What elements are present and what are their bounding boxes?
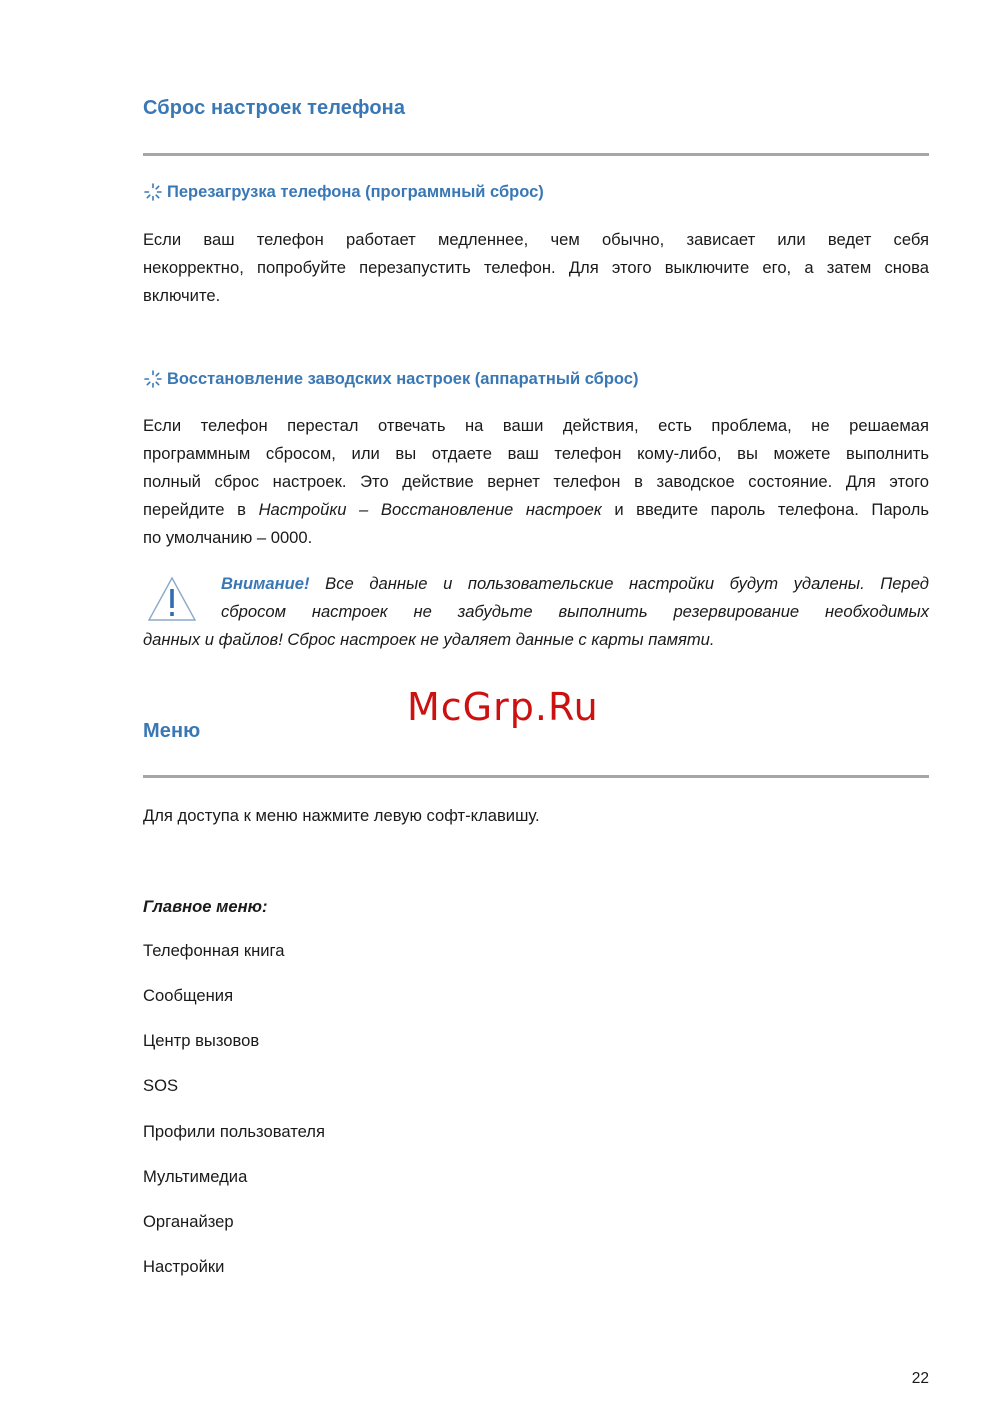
list-item: Мультимедиа [143, 1167, 248, 1186]
text-run: Все данные и пользовательские настройки будут удалены. Перед [325, 574, 929, 593]
settings-path-text: Настройки – Восстановление настроек [258, 500, 602, 519]
text-run: перейдите в [143, 500, 246, 519]
subheading-soft-reset [143, 182, 544, 202]
paragraph-line: Если телефон перестал отвечать на ваши действия, есть проблема, не решаемая [143, 416, 929, 435]
list-item: Телефонная книга [143, 941, 285, 960]
list-item: SOS [143, 1076, 179, 1095]
spinner-icon [143, 182, 163, 202]
list-item: Профили пользователя [143, 1122, 325, 1141]
subheading-label: Перезагрузка телефона (программный сброс) [167, 182, 544, 201]
paragraph-line [143, 496, 929, 524]
warning-triangle-icon [146, 575, 198, 623]
paragraph-line: по умолчанию – 0000. [143, 528, 313, 547]
list-item: Органайзер [143, 1212, 234, 1231]
warning-first-lines [221, 570, 929, 626]
main-menu-label: Главное меню: [143, 897, 268, 916]
section-title-reset: Сброс настроек телефона [143, 97, 406, 119]
warning-last-line [143, 626, 929, 654]
paragraph-line: Если ваш телефон работает медленнее, чем обычно, зависает или ведет себя [143, 230, 929, 249]
list-item: Сообщения [143, 986, 234, 1005]
section-title-menu: Меню [143, 720, 201, 742]
warning-line [221, 570, 929, 598]
warning-line: сбросом настроек не забудьте выполнить резервирование необходимых [221, 602, 929, 621]
subheading-label: Восстановление заводских настроек (аппаратный сброс) [167, 369, 639, 388]
menu-intro-text: Для доступа к меню нажмите левую софт-клавишу. [143, 806, 540, 825]
hard-reset-paragraph [143, 412, 929, 552]
paragraph-line: некорректно, попробуйте перезапустить телефон. Для этого выключите его, а затем снова [143, 258, 929, 277]
paragraph-line: полный сброс настроек. Это действие вернет телефон в заводское состояние. Для этого [143, 472, 929, 491]
section-divider [143, 775, 929, 778]
section-divider [143, 153, 929, 156]
list-item: Настройки [143, 1257, 225, 1276]
text-run: и введите пароль телефона. Пароль [614, 500, 929, 519]
warning-line: данных и файлов! Сброс настроек не удаляет данные с карты памяти. [143, 630, 715, 649]
spinner-icon [143, 369, 163, 389]
paragraph-line: включите. [143, 286, 221, 305]
paragraph-line: программным сбросом, или вы отдаете ваш телефон кому-либо, вы можете выполнить [143, 444, 929, 463]
soft-reset-paragraph [143, 226, 929, 310]
page-number: 22 [911, 1370, 929, 1387]
subheading-hard-reset [143, 369, 638, 389]
watermark: McGrp.Ru [407, 685, 599, 729]
list-item: Центр вызовов [143, 1031, 260, 1050]
warning-title: Внимание! [221, 574, 310, 593]
